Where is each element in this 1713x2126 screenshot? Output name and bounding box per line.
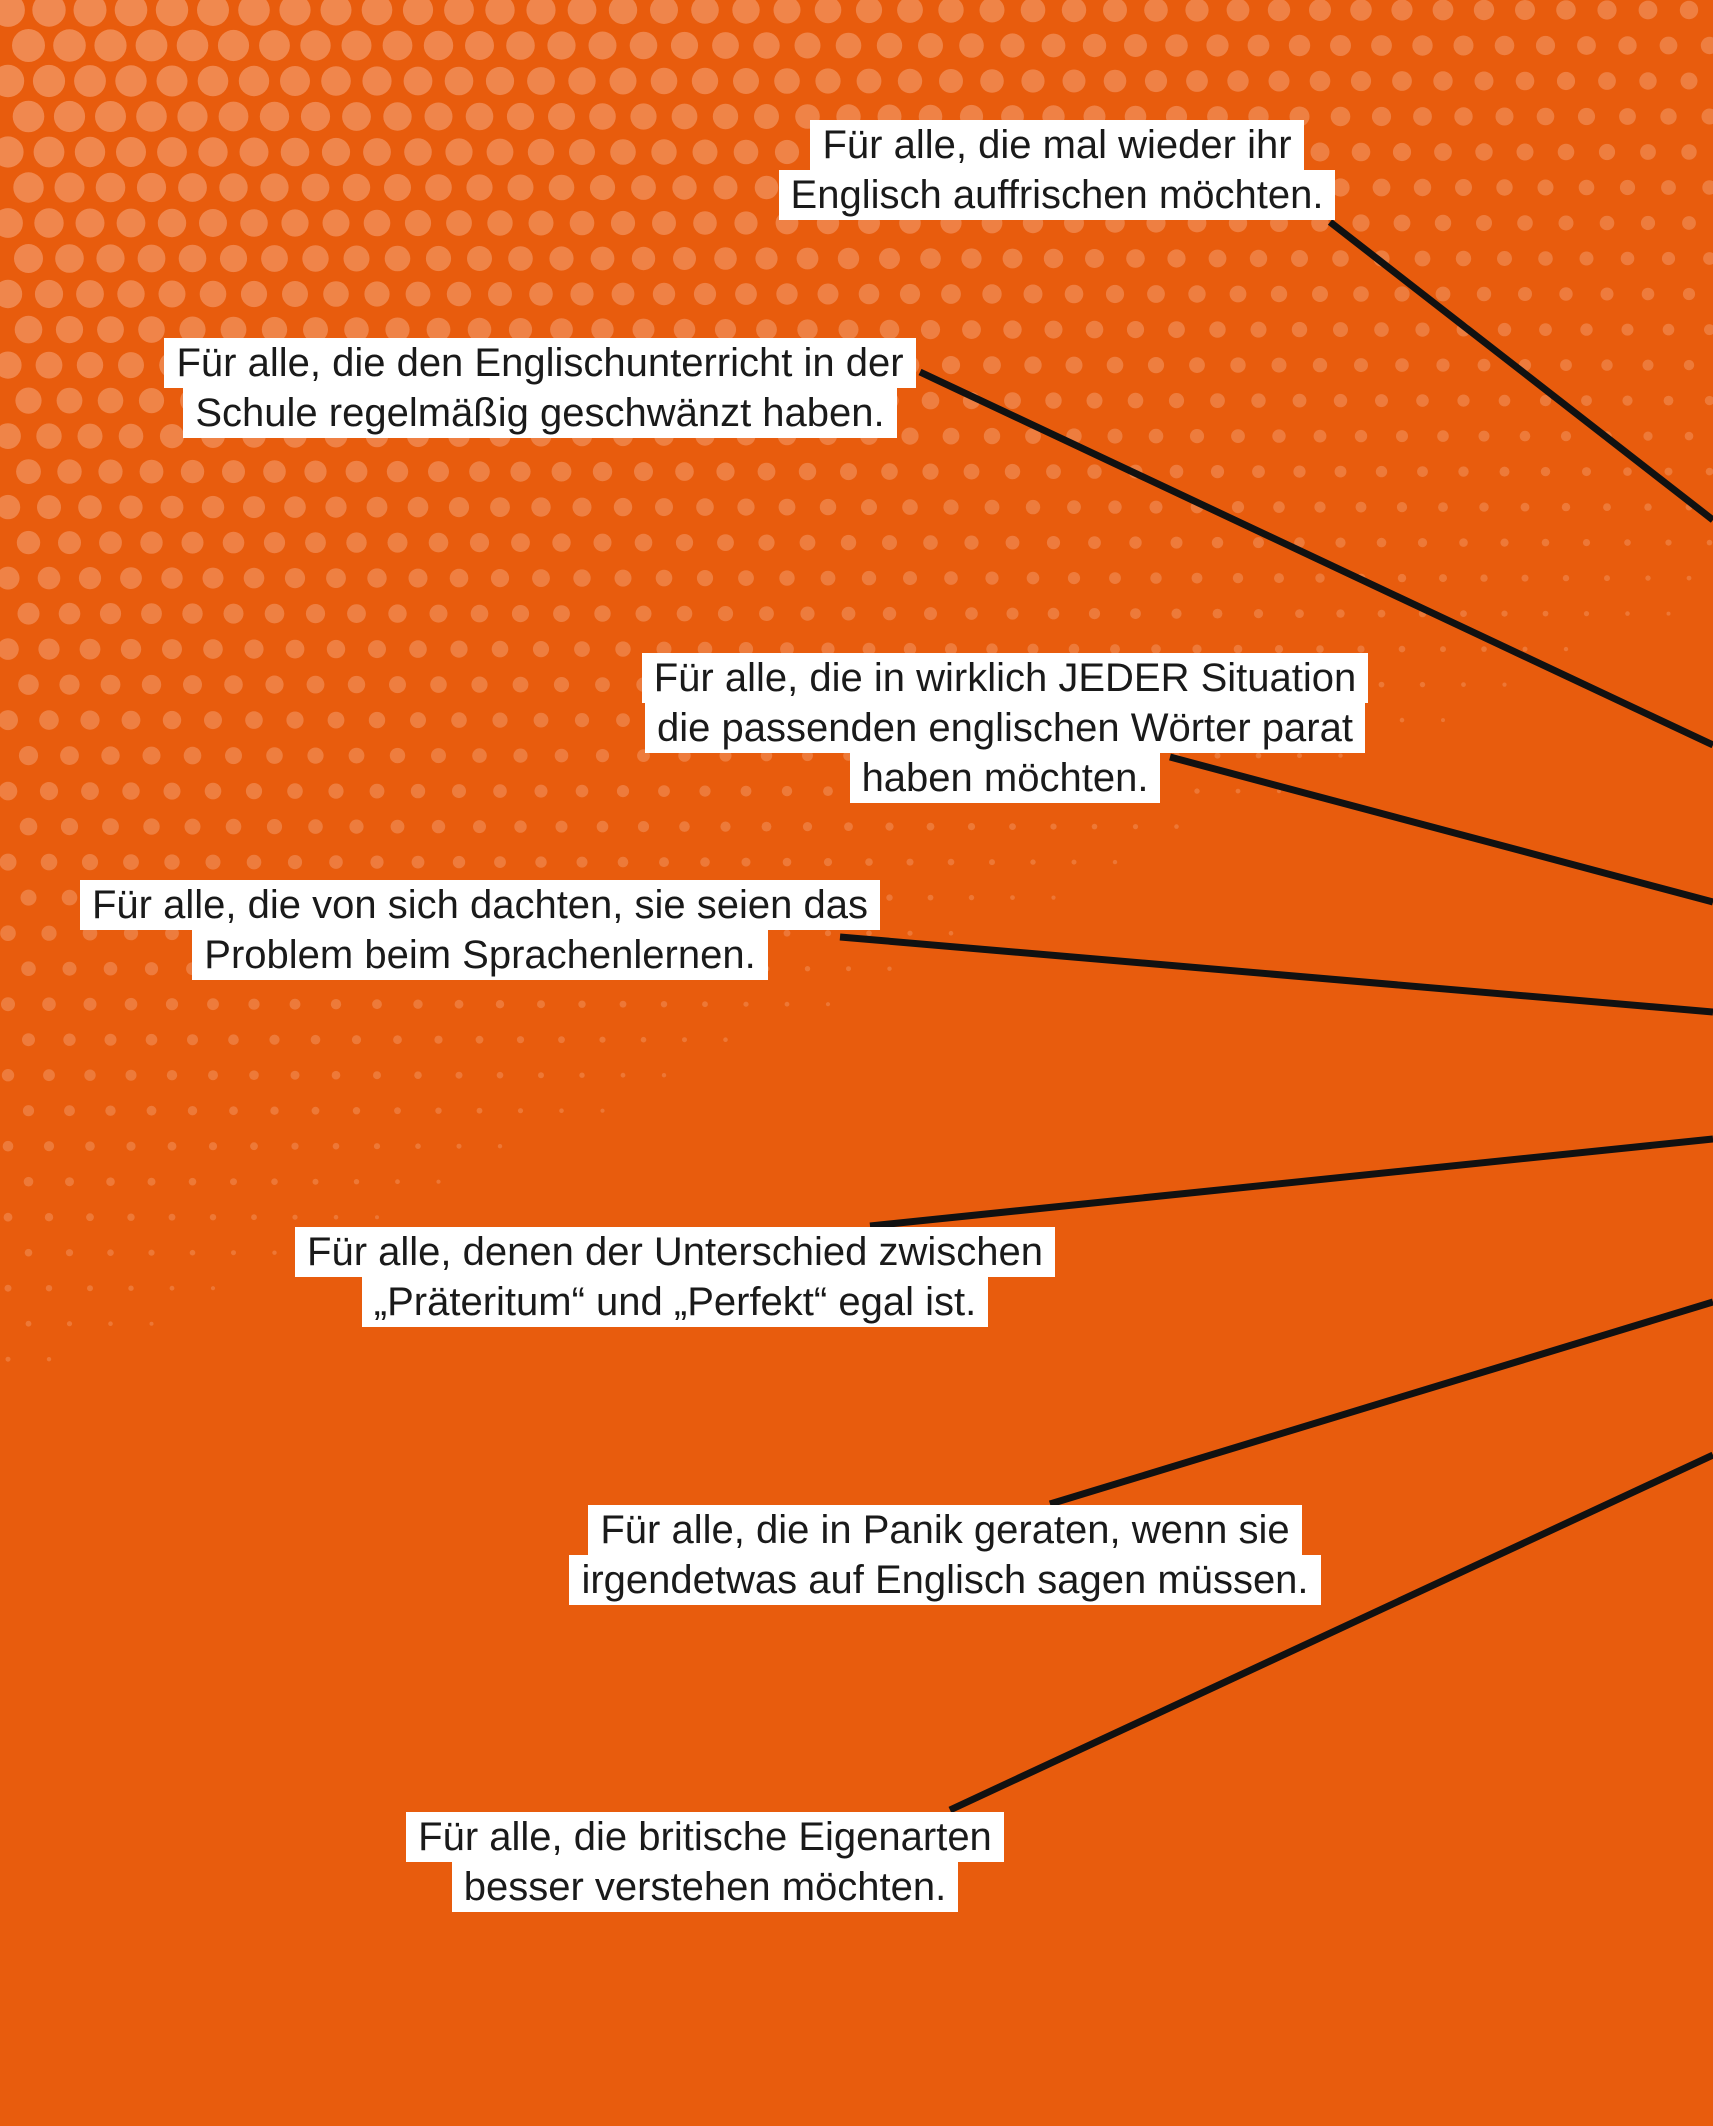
callout-3-line-1: Für alle, die in wirklich JEDER Situation: [642, 653, 1368, 703]
callout-5-line-2: „Präteritum“ und „Perfekt“ egal ist.: [362, 1277, 988, 1327]
ray-1: [1330, 222, 1713, 520]
ray-6: [1050, 1302, 1713, 1504]
ray-5: [870, 1139, 1713, 1226]
callout-6: [555, 1505, 1335, 1605]
callout-2-line-1: Für alle, die den Englischunterricht in der: [164, 338, 915, 388]
callout-7-line-2: besser verstehen möchten.: [452, 1862, 958, 1912]
callout-6-line-2: irgendetwas auf Englisch sagen müssen.: [569, 1555, 1320, 1605]
ray-4: [840, 937, 1713, 1012]
callout-3: [630, 653, 1380, 803]
callout-1: [767, 120, 1347, 220]
callout-1-line-2: Englisch auffrischen möchten.: [779, 170, 1336, 220]
callout-4: [70, 880, 890, 980]
callout-6-line-1: Für alle, die in Panik geraten, wenn sie: [588, 1505, 1301, 1555]
callout-7-line-1: Für alle, die britische Eigenarten: [406, 1812, 1004, 1862]
callout-2-line-2: Schule regelmäßig geschwänzt haben.: [183, 388, 896, 438]
callout-3-line-2: die passenden englischen Wörter parat: [645, 703, 1365, 753]
callout-3-line-3: haben möchten.: [850, 753, 1161, 803]
callout-4-line-1: Für alle, die von sich dachten, sie seien das: [80, 880, 880, 930]
callout-5: [285, 1227, 1065, 1327]
callout-4-line-2: Problem beim Sprachenlernen.: [192, 930, 767, 980]
callout-2: [145, 338, 935, 438]
callout-1-line-1: Für alle, die mal wieder ihr: [810, 120, 1303, 170]
callout-5-line-1: Für alle, denen der Unterschied zwischen: [295, 1227, 1055, 1277]
callout-7: [385, 1812, 1025, 1912]
